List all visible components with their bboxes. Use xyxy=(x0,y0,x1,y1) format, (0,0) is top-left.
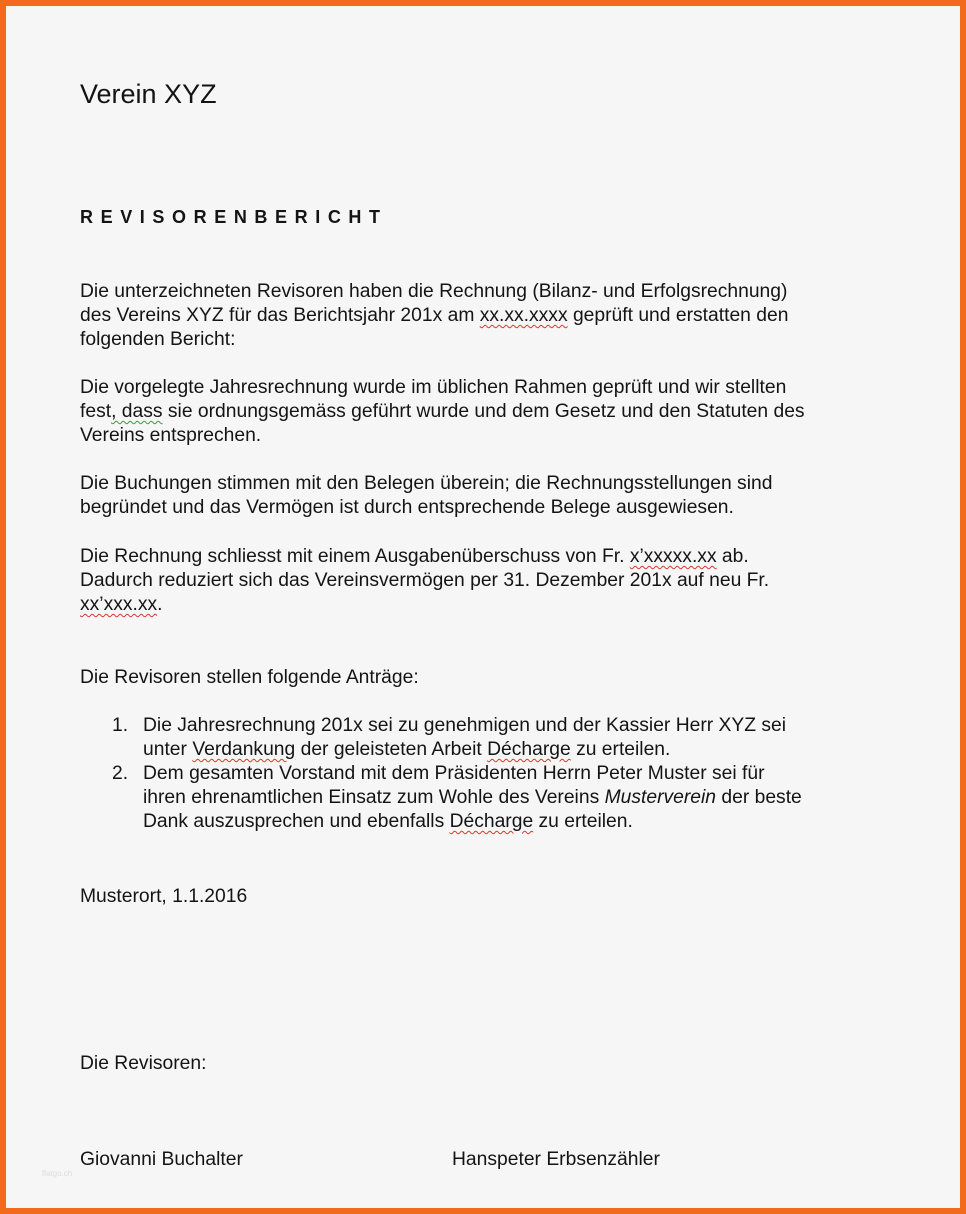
audit-line: fest, dass sie ordnungsgemäss geführt wurde und dem Gesetz und den Statuten des xyxy=(80,401,805,422)
spellcheck-word: Décharge xyxy=(449,811,534,832)
list-item: 1. Die Jahresrechnung 201x sei zu genehmigen und der Kassier Herr XYZ sei unter Verdankung der geleisteten Arbeit Décharge zu erteilen. xyxy=(112,715,787,760)
spellcheck-placeholder-date: xx.xx.xxxx xyxy=(479,305,568,326)
audit-line: Die vorgelegte Jahresrechnung wurde im üblichen Rahmen geprüft und wir stellten xyxy=(80,377,787,398)
spellcheck-amount: x’xxxxx.xx xyxy=(629,546,717,567)
bookings-line: Die Buchungen stimmen mit den Belegen überein; die Rechnungsstellungen sind xyxy=(80,473,773,494)
grammar-mark: , dass xyxy=(111,401,163,422)
motions-intro: Die Revisoren stellen folgende Anträge: xyxy=(80,667,419,688)
signatory-2: Hanspeter Erbsenzähler xyxy=(452,1149,660,1170)
spellcheck-word: Décharge xyxy=(487,739,571,760)
result-line: xx’xxx.xx. xyxy=(80,594,163,615)
audit-paragraph xyxy=(80,376,910,448)
report-heading: REVISORENBERICHT xyxy=(80,207,388,227)
intro-line: Die unterzeichneten Revisoren haben die Rechnung (Bilanz- und Erfolgsrechnung) xyxy=(80,281,788,302)
organization-name: Verein XYZ xyxy=(80,79,217,109)
result-paragraph xyxy=(80,545,910,617)
italic-association-name: Musterverein xyxy=(604,787,717,808)
intro-line: des Vereins XYZ für das Berichtsjahr 201x am xx.xx.xxxx geprüft und erstatten den xyxy=(80,305,789,326)
spellcheck-word: Verdankung xyxy=(192,739,296,760)
watermark: flatgo.ch xyxy=(42,1169,73,1178)
intro-paragraph xyxy=(80,280,910,352)
list-number: 2. xyxy=(112,763,129,784)
bookings-line: begründet und das Vermögen ist durch entsprechende Belege ausgewiesen. xyxy=(80,497,734,518)
signatory-1: Giovanni Buchalter xyxy=(80,1149,243,1170)
result-line: Die Rechnung schliesst mit einem Ausgabenüberschuss von Fr. x’xxxxx.xx ab. xyxy=(80,546,749,567)
audit-line: Vereins entsprechen. xyxy=(80,425,262,446)
list-number: 1. xyxy=(112,715,129,736)
spellcheck-amount: xx’xxx.xx xyxy=(80,594,158,615)
bookings-paragraph xyxy=(80,472,910,520)
list-item: 2. Dem gesamten Vorstand mit dem Präsidenten Herrn Peter Muster sei für ihren ehrenamtlichen Einsatz zum Wohle des Vereins Musterverein der beste Dank auszusprechen und ebenfalls Décharge zu erteilen. xyxy=(112,763,802,832)
motions-list xyxy=(80,714,910,832)
intro-line: folgenden Bericht: xyxy=(80,329,236,350)
result-line: Dadurch reduziert sich das Vereinsvermögen per 31. Dezember 201x auf neu Fr. xyxy=(80,570,770,591)
signatories-label: Die Revisoren: xyxy=(80,1053,207,1074)
place-date: Musterort, 1.1.2016 xyxy=(80,886,248,907)
